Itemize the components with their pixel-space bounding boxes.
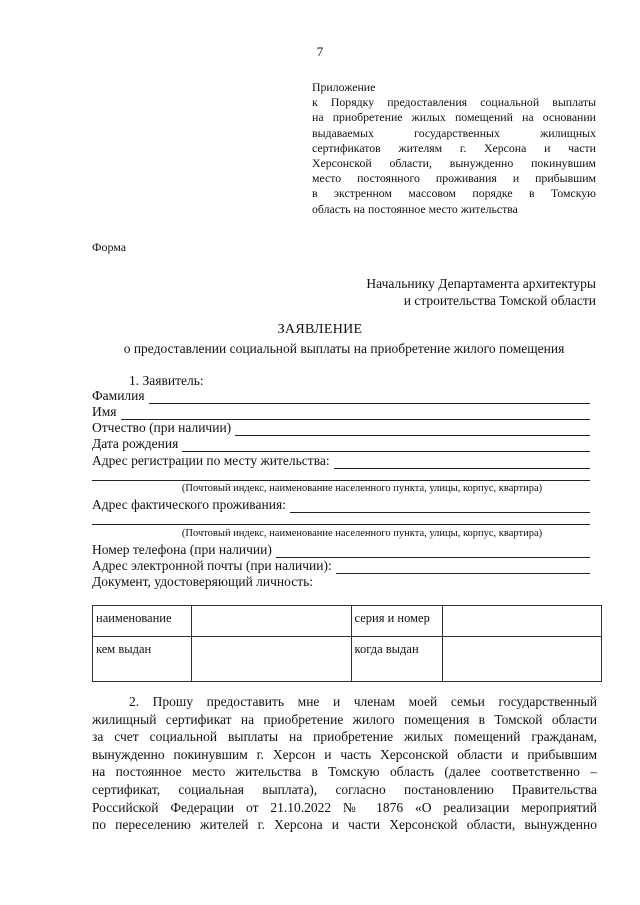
page-number: 7	[316, 44, 324, 59]
email-row	[92, 557, 590, 574]
registration-address-label: Адрес регистрации по месту жительства:	[92, 453, 330, 468]
addressee-line-2: и строительства Томской области	[403, 293, 596, 308]
paragraph-line: за счет социальной выплаты на приобретение жилых помещений гражданам,	[92, 729, 597, 745]
actual-address-label: Адрес фактического проживания:	[92, 497, 286, 512]
appendix-line: сертификатов жителям г. Херсона и части	[312, 140, 596, 155]
appendix-line: область на постоянное место жительства	[312, 201, 518, 216]
appendix-line: к Порядку предоставления социальной выплаты	[312, 95, 596, 110]
registration-address-row	[92, 452, 590, 469]
birth-date-field[interactable]	[182, 438, 590, 452]
table-row	[93, 637, 602, 682]
patronymic-label: Отчество (при наличии)	[92, 420, 232, 435]
surname-field[interactable]	[149, 390, 590, 404]
addressee-line-1: Начальнику Департамента архитектуры	[366, 276, 596, 291]
table-row	[93, 606, 602, 637]
actual-address-row	[92, 496, 590, 513]
id-document-table	[92, 605, 602, 682]
patronymic-row	[92, 419, 590, 436]
surname-row	[92, 387, 590, 404]
name-label: Имя	[92, 404, 117, 419]
name-field[interactable]	[121, 406, 590, 420]
paragraph-line: на постоянное место жительства в Томскую область (далее соответственно –	[92, 764, 597, 780]
id-document-row	[92, 573, 590, 590]
addressee	[366, 275, 596, 309]
address-hint-2: (Почтовый индекс, наименование населенного пункта, улицы, корпус, квартира)	[181, 528, 543, 539]
paragraph-line: 2. Прошу предоставить мне и членам моей семьи государственный	[129, 694, 597, 709]
paragraph-line: по переселению жителей г. Херсона и части Херсонской области, вынужденно	[92, 817, 597, 833]
appendix-line: Херсонской области, вынужденно покинувшим	[312, 156, 596, 171]
section-1-heading: 1. Заявитель:	[129, 373, 204, 388]
name-row	[92, 403, 590, 420]
email-label: Адрес электронной почты (при наличии):	[92, 558, 332, 573]
paragraph-line: жилищный сертификат на приобретение жилого помещения в Томской области	[92, 711, 597, 727]
appendix-line: выдаваемых государственных жилищных	[312, 125, 596, 140]
paragraph-line: вынужденно покинувшим г. Херсон и часть Херсонской области и прибывшим	[92, 746, 597, 762]
document-title: ЗАЯВЛЕНИЕ	[277, 322, 363, 337]
appendix-line: Приложение	[312, 80, 376, 94]
paragraph-line: Российской Федерации от 21.10.2022 № 1876 «О реализации мероприятий	[92, 799, 597, 815]
paragraph-2	[92, 693, 597, 834]
id-type-label: наименование	[93, 606, 192, 637]
registration-address-field[interactable]	[334, 455, 590, 469]
email-field[interactable]	[336, 560, 590, 574]
id-document-label: Документ, удостоверяющий личность:	[92, 574, 314, 589]
issued-by-cell[interactable]	[191, 637, 351, 682]
address-hint: (Почтовый индекс, наименование населенного пункта, улицы, корпус, квартира)	[181, 483, 543, 494]
document-subtitle: о предоставлении социальной выплаты на приобретение жилого помещения	[123, 341, 565, 356]
issue-date-label: когда выдан	[351, 637, 443, 682]
patronymic-field[interactable]	[235, 422, 590, 436]
form-label: Форма	[92, 240, 127, 254]
paragraph-line: сертификат, социальная выплата), согласно постановлению Правительства	[92, 781, 597, 797]
phone-field[interactable]	[276, 544, 590, 558]
series-number-label: серия и номер	[351, 606, 443, 637]
appendix-line: в экстренном массовом порядке в Томскую	[312, 186, 596, 201]
surname-label: Фамилия	[92, 388, 145, 403]
id-type-cell[interactable]	[191, 606, 351, 637]
issue-date-cell[interactable]	[443, 637, 602, 682]
actual-address-line-2[interactable]	[92, 524, 590, 525]
birth-date-label: Дата рождения	[92, 436, 179, 451]
registration-address-line-2[interactable]	[92, 480, 590, 481]
phone-label: Номер телефона (при наличии)	[92, 542, 272, 557]
appendix-line: на приобретение жилых помещений на основании	[312, 110, 596, 125]
phone-row	[92, 541, 590, 558]
series-number-cell[interactable]	[443, 606, 602, 637]
birth-date-row	[92, 435, 590, 452]
actual-address-field[interactable]	[290, 499, 590, 513]
appendix-block	[312, 80, 596, 217]
issued-by-label: кем выдан	[93, 637, 192, 682]
appendix-line: место постоянного проживания и прибывшим	[312, 171, 596, 186]
